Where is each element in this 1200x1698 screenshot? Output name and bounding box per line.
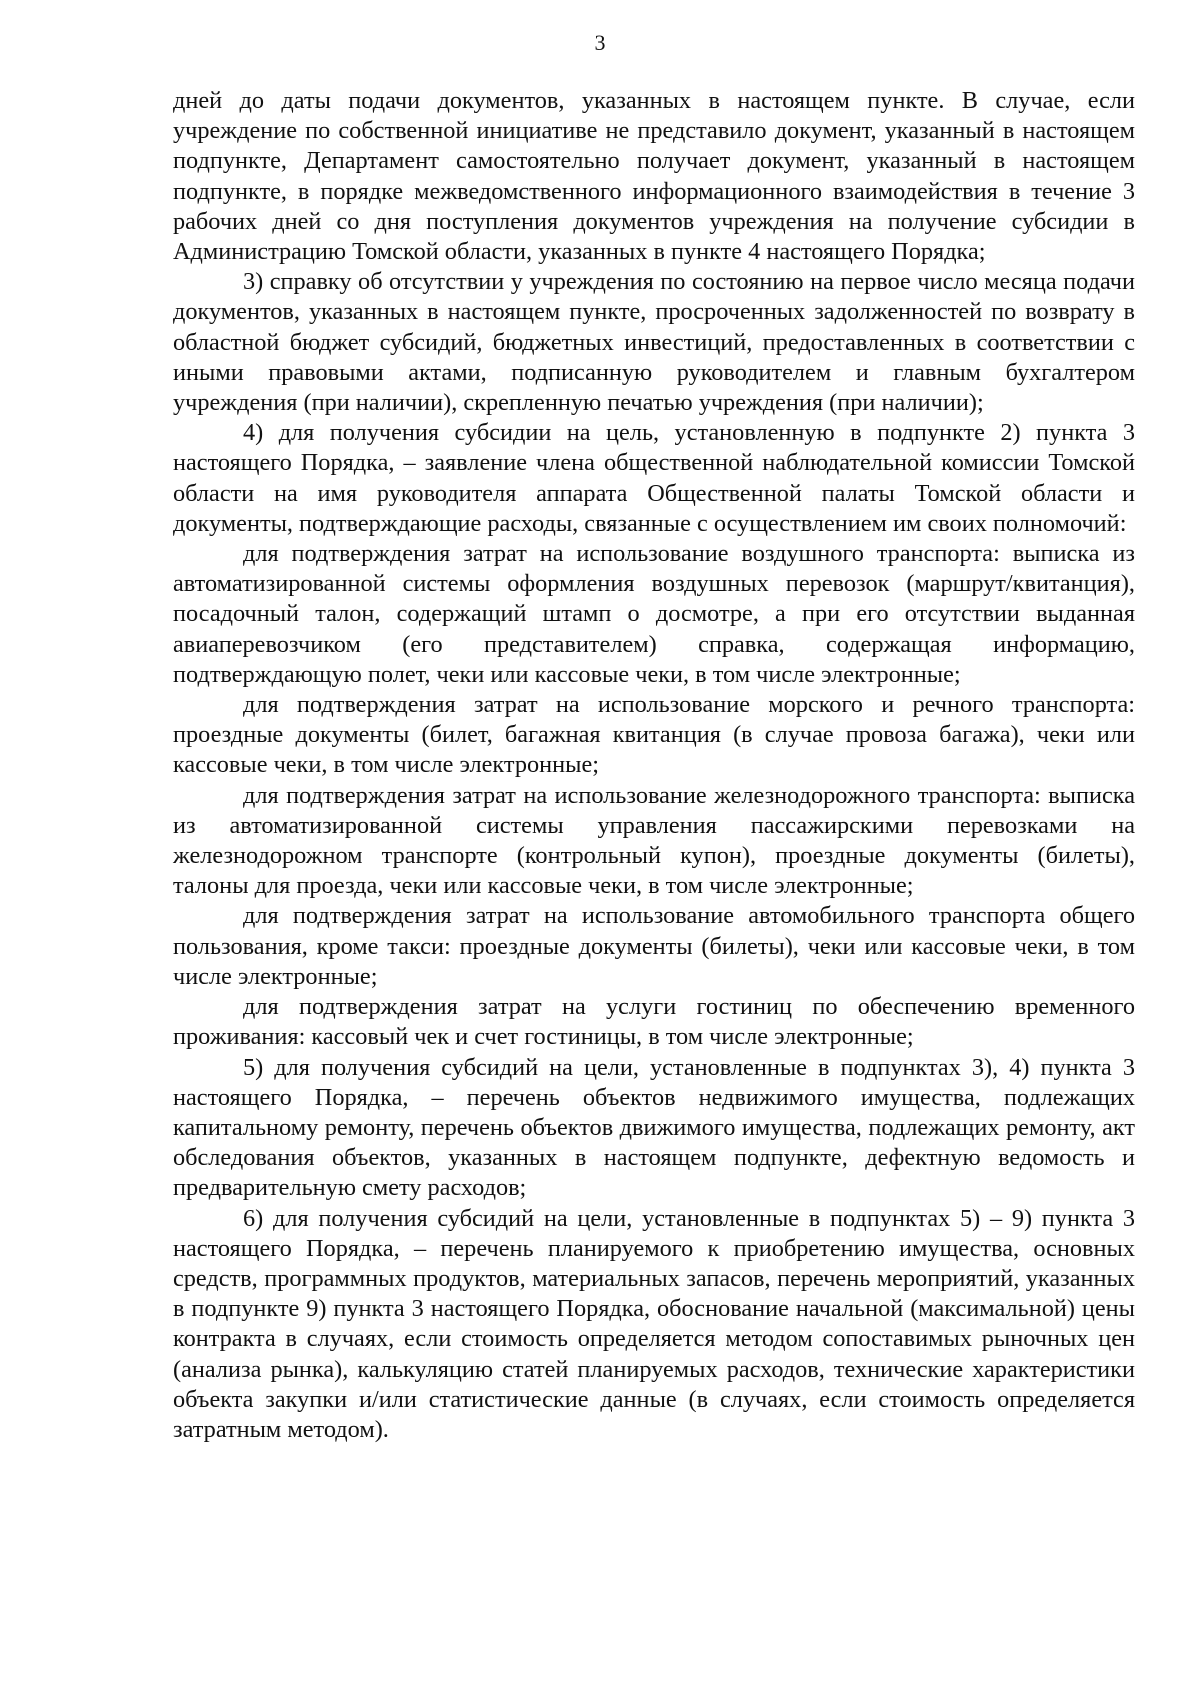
paragraph-item-3: 3) справку об отсутствии у учреждения по состоянию на первое число месяца подачи документов, указанных в настоящем пункте, просроченных задолженностей по возврату в областной бюджет субсидий, бюджетных инвестиций, предоставленных в соответствии с иными правовыми актами, подписанную руководителем и главным бухгалтером учреждения (при наличии), скрепленную печатью учреждения (при наличии); — [173, 268, 1135, 417]
paragraph-item-6: 6) для получения субсидий на цели, установленные в подпунктах 5) – 9) пункта 3 настоящего Порядка, – перечень планируемого к приобретению имущества, основных средств, программных продуктов, материальных запасов, перечень мероприятий, указанных в подпункте 9) пункта 3 настоящего Порядка, обоснование начальной (максимальной) цены контракта в случаях, если стоимость определяется методом сопоставимых рыночных цен (анализа рынка), калькуляцию статей планируемых расходов, технические характеристики объекта закупки и/или статистические данные (в случаях, если стоимость определяется затратным методом). — [173, 1204, 1135, 1443]
paragraph-hotel-services: для подтверждения затрат на услуги гостиниц по обеспечению временного проживания: кассовый чек и счет гостиницы, в том числе электронные; — [173, 993, 1135, 1051]
paragraph-item-5: 5) для получения субсидий на цели, установленные в подпунктах 3), 4) пункта 3 настоящего Порядка, – перечень объектов недвижимого имущества, подлежащих капитальному ремонту, перечень объектов движимого имущества, подлежащих ремонту, акт обследования объектов, указанных в настоящем подпункте, дефектную ведомость и предварительную смету расходов; — [173, 1053, 1135, 1202]
paragraph-item-4: 4) для получения субсидии на цель, установленную в подпункте 2) пункта 3 настоящего Порядка, – заявление члена общественной наблюдательной комиссии Томской области на имя руководителя аппарата Общественной палаты Томской области и документы, подтверждающие расходы, связанные с осуществлением им своих полномочий: — [173, 419, 1135, 537]
page-number: 3 — [594, 30, 606, 55]
paragraph-sea-river-transport: для подтверждения затрат на использование морского и речного транспорта: проездные документы (билет, багажная квитанция (в случае провоза багажа), чеки или кассовые чеки, в том числе электронные; — [173, 691, 1135, 779]
document-body — [173, 86, 1135, 1445]
paragraph-continuation: дней до даты подачи документов, указанных в настоящем пункте. В случае, если учреждение по собственной инициативе не представило документ, указанный в настоящем подпункте, Департамент самостоятельно получает документ, указанный в настоящем подпункте, в порядке межведомственного информационного взаимодействия в течение 3 рабочих дней со дня поступления документов учреждения на получение субсидии в Администрацию Томской области, указанных в пункте 4 настоящего Порядка; — [173, 87, 1135, 266]
paragraph-air-transport: для подтверждения затрат на использование воздушного транспорта: выписка из автоматизированной системы оформления воздушных перевозок (маршрут/квитанция), посадочный талон, содержащий штамп о досмотре, а при его отсутствии выданная авиаперевозчиком (его представителем) справка, содержащая информацию, подтверждающую полет, чеки или кассовые чеки, в том числе электронные; — [173, 540, 1135, 688]
paragraph-road-transport: для подтверждения затрат на использование автомобильного транспорта общего пользования, кроме такси: проездные документы (билеты), чеки или кассовые чеки, в том числе электронные; — [173, 902, 1135, 990]
paragraph-railway-transport: для подтверждения затрат на использование железнодорожного транспорта: выписка из автоматизированной системы управления пассажирскими перевозками на железнодорожном транспорте (контрольный купон), проездные документы (билеты), талоны для проезда, чеки или кассовые чеки, в том числе электронные; — [173, 781, 1135, 900]
